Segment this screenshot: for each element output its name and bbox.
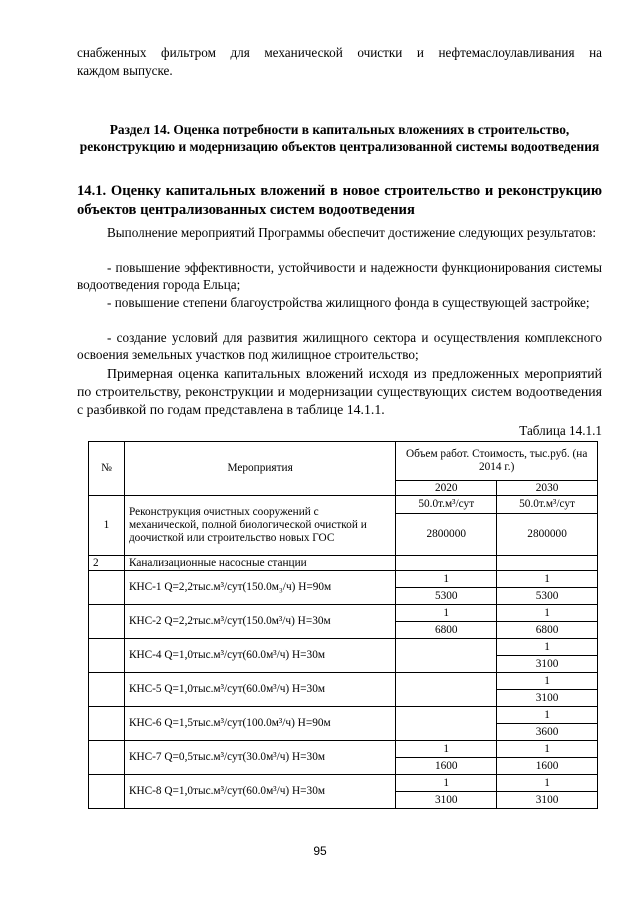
station-qty-2030: 1 [497,639,598,656]
station-cost-2030: 3600 [497,724,598,741]
section-heading: Раздел 14. Оценка потребности в капитальных вложениях в строительство, реконструкцию и модернизацию объектов централизованной системы водоотведения [79,122,600,154]
header-measures: Мероприятия [124,442,395,496]
station-name: КНС-5 Q=1,0тыс.м³/сут(60.0м³/ч) Н=30м [124,673,395,707]
station-cost-2030: 3100 [497,656,598,673]
row2-measure: Канализационные насосные станции [124,556,395,571]
station-qty-2020: 1 [396,741,497,758]
station-name: КНС-6 Q=1,5тыс.м³/сут(100.0м³/ч) Н=90м [124,707,395,741]
station-cost-2030: 3100 [497,792,598,809]
row2-empty-2030 [497,556,598,571]
station-number-empty [89,639,125,673]
table-row [89,605,598,622]
row1-volume-2020: 50.0т.м³/сут [396,496,497,514]
table-row [89,673,598,690]
page-number: 95 [313,844,327,858]
station-number-empty [89,605,125,639]
row2-empty-2020 [396,556,497,571]
table-row [89,707,598,724]
station-cost-2020: 1600 [396,758,497,775]
table-row [89,571,598,588]
station-number-empty [89,571,125,605]
station-cost-2030: 5300 [497,588,598,605]
row1-cost-2030: 2800000 [497,514,598,556]
station-cost-2020: 3100 [396,792,497,809]
station-number-empty [89,775,125,809]
station-name: КНС-1 Q=2,2тыс.м³/сут(150.0м₃/ч) Н=90м [124,571,395,605]
station-qty-2030: 1 [497,605,598,622]
station-name: КНС-8 Q=1,0тыс.м³/сут(60.0м³/ч) Н=30м [124,775,395,809]
station-qty-2020: 1 [396,775,497,792]
station-name: КНС-2 Q=2,2тыс.м³/сут(150.0м³/ч) Н=30м [124,605,395,639]
station-qty-2030: 1 [497,775,598,792]
station-empty-2020 [396,639,497,673]
station-qty-2030: 1 [497,571,598,588]
station-number-empty [89,741,125,775]
stations-body [89,571,598,809]
paragraph-results: Выполнение мероприятий Программы обеспечит достижение следующих результатов: [107,225,597,240]
header-number: № [89,442,125,496]
header-volume: Объем работ. Стоимость, тыс.руб. (на 2014 г.) [396,442,598,481]
station-qty-2020: 1 [396,605,497,622]
paragraph-estimate: Примерная оценка капитальных вложений исходя из предложенных мероприятий по строительству, реконструкции и модернизации существующих систем водоотведения с разбивкой по годам представлена в таблице 14.1.1. [77,366,602,417]
header-year-2020: 2020 [396,481,497,496]
table-row [89,639,598,656]
station-qty-2030: 1 [497,673,598,690]
paragraph-item-efficiency: - повышение эффективности, устойчивости и надежности функционирования системы водоотведения города Ельца; [77,260,602,292]
row1-measure: Реконструкция очистных сооружений с механической, полной биологической очисткой и доочисткой или строительство новых ГОС [124,496,395,556]
table-row [89,556,598,571]
table-row [89,775,598,792]
station-qty-2030: 1 [497,707,598,724]
station-cost-2020: 5300 [396,588,497,605]
station-name: КНС-7 Q=0,5тыс.м³/сут(30.0м³/ч) Н=30м [124,741,395,775]
row1-volume-2030: 50.0т.м³/сут [497,496,598,514]
station-cost-2030: 3100 [497,690,598,707]
paragraph-item-housing: - повышение степени благоустройства жилищного фонда в существующей застройке; [107,295,590,310]
paragraph-item-development: - создание условий для развития жилищного сектора и осуществления комплексного освоения земельных участков под жилищное строительство; [77,330,602,362]
intro-line-2: каждом выпуске. [77,63,173,78]
station-qty-2030: 1 [497,741,598,758]
table-caption: Таблица 14.1.1 [519,423,602,438]
row1-cost-2020: 2800000 [396,514,497,556]
intro-line-1: снабженных фильтром для механической очистки и нефтемаслоулавливания на [77,45,602,60]
header-year-2030: 2030 [497,481,598,496]
subsection-heading: 14.1. Оценку капитальных вложений в новое строительство и реконструкцию объектов централизованных систем водоотведения [77,183,602,218]
table-row [89,496,598,514]
row2-number: 2 [89,556,125,571]
station-cost-2030: 6800 [497,622,598,639]
station-number-empty [89,707,125,741]
station-cost-2030: 1600 [497,758,598,775]
station-empty-2020 [396,707,497,741]
station-qty-2020: 1 [396,571,497,588]
station-cost-2020: 6800 [396,622,497,639]
capital-investment-table [88,441,598,809]
row1-number: 1 [89,496,125,556]
station-empty-2020 [396,673,497,707]
table-header-row [89,442,598,481]
station-number-empty [89,673,125,707]
table-row [89,741,598,758]
station-name: КНС-4 Q=1,0тыс.м³/сут(60.0м³/ч) Н=30м [124,639,395,673]
